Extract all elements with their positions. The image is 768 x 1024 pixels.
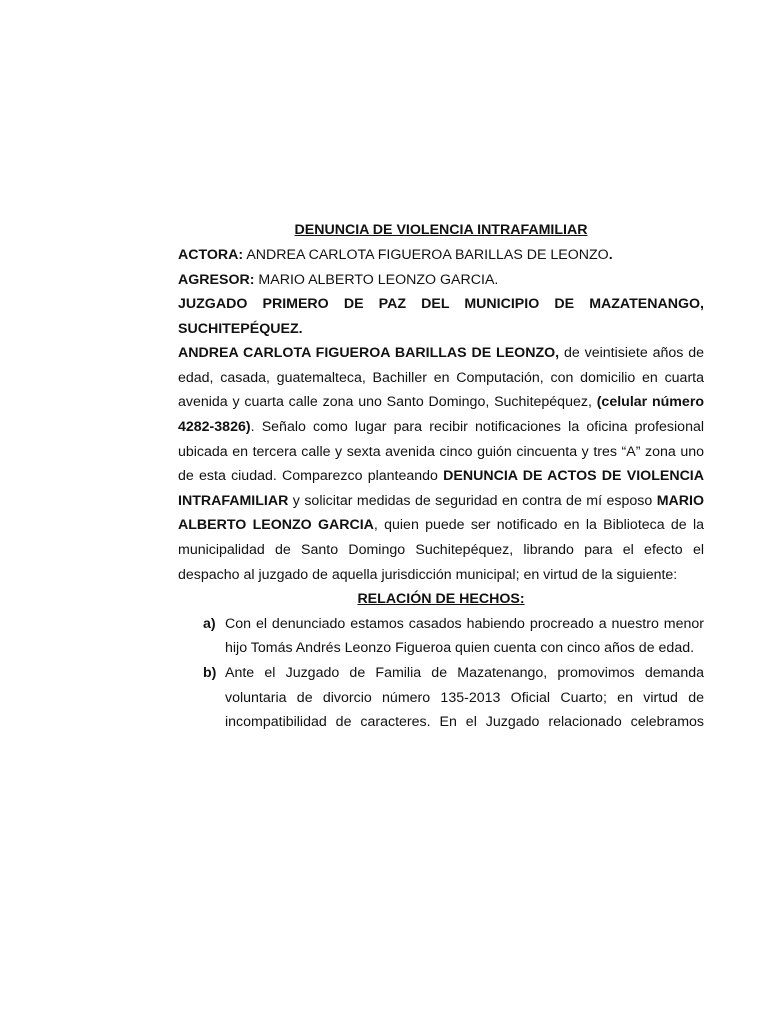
list-item-marker: b) [203, 664, 217, 681]
juzgado-text: JUZGADO PRIMERO DE PAZ DEL MUNICIPIO DE MAZATENANGO, SUCHITEPÉQUEZ. [178, 296, 704, 337]
actora-period: . [608, 247, 613, 263]
agresor-value: MARIO ALBERTO LEONZO GARCIA. [254, 271, 499, 288]
body-text-4: , quien puede ser notificado en la Biblioteca de la municipalidad de Santo Domingo Suchitepéquez, librando para el efecto el despacho al juzgado de aquella jurisdicción municipal; en virtud de la siguiente: [178, 517, 704, 583]
actora-value: ANDREA CARLOTA FIGUEROA BARILLAS DE LEONZO [243, 247, 609, 263]
list-item-text: Con el denunciado estamos casados habiendo procreado a nuestro menor hijo Tomás Andrés Leonzo Figueroa quien cuenta con cinco años de edad. [225, 615, 704, 657]
list-item-text: Ante el Juzgado de Familia de Mazatenango, promovimos demanda voluntaria de divorcio número 135-2013 Oficial Cuarto; en virtud de incompatibilidad de caracteres. En el Juzgado relacionado celebramos [225, 664, 704, 731]
esposo-name-bold: MARIO ALBERTO LEONZO GARCIA [178, 492, 704, 534]
actora-name-bold: ANDREA CARLOTA FIGUEROA BARILLAS DE LEONZO, [178, 345, 560, 362]
document-page [178, 220, 704, 735]
phone-bold: (celular número 4282-3826) [178, 394, 705, 435]
agresor-label: AGRESOR: [178, 271, 255, 288]
section-title: RELACIÓN DE HECHOS: [357, 591, 525, 608]
body-text-3: y solicitar medidas de seguridad en contra de mí esposo [288, 492, 657, 509]
juzgado-heading [178, 292, 704, 341]
agresor-line [178, 268, 704, 293]
actora-label: ACTORA: [178, 247, 244, 263]
body-text-2: . Señalo como lugar para recibir notificaciones la oficina profesional ubicada en tercera calle y sexta avenida cinco guión cincuenta y tres “A” zona uno de esta ciudad. Comparezco planteando [178, 418, 704, 485]
list-item [178, 612, 704, 661]
denuncia-bold: DENUNCIA DE ACTOS DE VIOLENCIA INTRAFAMILIAR [178, 468, 704, 509]
list-item-marker: a) [203, 615, 216, 632]
body-text-1: de veintisiete años de edad, casada, guatemalteca, Bachiller en Computación, con domicilio en cuarta avenida y cuarta calle zona uno Santo Domingo, Suchitepéquez, [178, 345, 704, 411]
list-item [178, 661, 704, 735]
actora-line [178, 243, 704, 268]
document-title: DENUNCIA DE VIOLENCIA INTRAFAMILIAR [294, 222, 588, 238]
body-paragraph [178, 341, 704, 587]
